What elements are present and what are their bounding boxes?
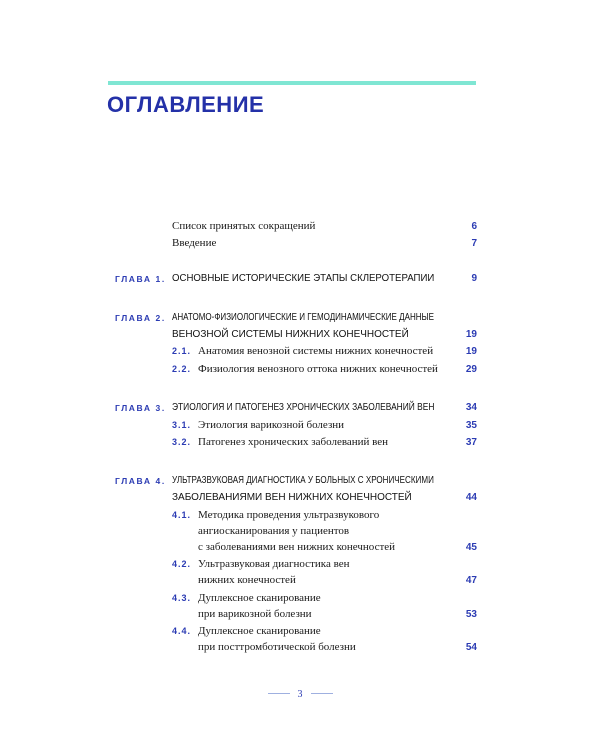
toc-entry-introduction[interactable]: Введение [172,237,217,249]
toc-entry-abbreviations[interactable]: Список принятых сокращений [172,220,316,232]
chapter-3-label: ГЛАВА 3. [115,403,166,413]
section-4-2-number: 4.2. [172,559,192,569]
section-3-2-number: 3.2. [172,437,192,447]
section-2-1-page: 19 [465,346,477,357]
section-4-1-title-line-1[interactable]: Методика проведения ультразвукового [198,509,380,521]
chapter-2-title-line-1[interactable]: АНАТОМО-ФИЗИОЛОГИЧЕСКИЕ И ГЕМОДИНАМИЧЕСКИЕ ДАННЫЕ [172,312,435,323]
section-4-3-page: 53 [465,609,477,620]
section-4-2-title-line-1[interactable]: Ультразвуковая диагностика вен [198,558,350,570]
page-title: ОГЛАВЛЕНИЕ [107,92,265,117]
chapter-4-title-line-2[interactable]: ЗАБОЛЕВАНИЯМИ ВЕН НИЖНИХ КОНЕЧНОСТЕЙ [172,492,412,503]
section-4-1-page: 45 [465,542,477,553]
chapter-1-title[interactable]: ОСНОВНЫЕ ИСТОРИЧЕСКИЕ ЭТАПЫ СКЛЕРОТЕРАПИИ [172,273,435,284]
section-4-2-page: 47 [465,575,477,586]
section-4-1-title-line-3[interactable]: с заболеваниями вен нижних конечностей [198,541,396,553]
section-4-4-page: 54 [465,642,477,653]
toc-page-introduction: 7 [471,238,477,249]
page-footer [0,684,600,702]
section-4-3-number: 4.3. [172,593,192,603]
footer-rule-left [268,693,290,694]
section-3-2-title[interactable]: Патогенез хронических заболеваний вен [198,436,389,448]
chapter-4-title-line-1[interactable]: УЛЬТРАЗВУКОВАЯ ДИАГНОСТИКА У БОЛЬНЫХ С ХРОНИЧЕСКИМИ [172,475,434,486]
chapter-3-title[interactable]: ЭТИОЛОГИЯ И ПАТОГЕНЕЗ ХРОНИЧЕСКИХ ЗАБОЛЕВАНИЙ ВЕН [172,402,435,413]
section-2-1-title[interactable]: Анатомия венозной системы нижних конечностей [198,345,434,357]
section-2-2-number: 2.2. [172,364,192,374]
section-2-1-number: 2.1. [172,346,192,356]
chapter-4-page: 44 [465,492,477,503]
chapter-2-title-line-2[interactable]: ВЕНОЗНОЙ СИСТЕМЫ НИЖНИХ КОНЕЧНОСТЕЙ [172,329,409,340]
chapter-3-page: 34 [465,402,477,413]
section-3-2-page: 37 [465,437,477,448]
chapter-2-label: ГЛАВА 2. [115,313,166,323]
section-2-2-title[interactable]: Физиология венозного оттока нижних конечностей [198,363,438,375]
section-4-4-title-line-2[interactable]: при посттромботической болезни [198,641,356,653]
chapter-1-page: 9 [471,273,477,284]
footer-rule-right [311,693,333,694]
section-4-2-title-line-2[interactable]: нижних конечностей [198,574,296,586]
chapter-1-label: ГЛАВА 1. [115,274,166,284]
section-4-4-number: 4.4. [172,626,192,636]
section-3-1-title[interactable]: Этиология варикозной болезни [198,419,345,431]
accent-bar [108,81,476,85]
footer-page-number: 3 [297,689,303,700]
section-4-1-number: 4.1. [172,510,192,520]
section-3-1-page: 35 [465,420,477,431]
section-4-3-title-line-2[interactable]: при варикозной болезни [198,608,312,620]
section-4-4-title-line-1[interactable]: Дуплексное сканирование [198,625,321,637]
section-4-3-title-line-1[interactable]: Дуплексное сканирование [198,592,321,604]
section-3-1-number: 3.1. [172,420,192,430]
section-2-2-page: 29 [465,364,477,375]
toc-page-abbreviations: 6 [471,221,477,232]
chapter-4-label: ГЛАВА 4. [115,476,166,486]
section-4-1-title-line-2[interactable]: ангиосканирования у пациентов [198,525,350,537]
chapter-2-page: 19 [465,329,477,340]
